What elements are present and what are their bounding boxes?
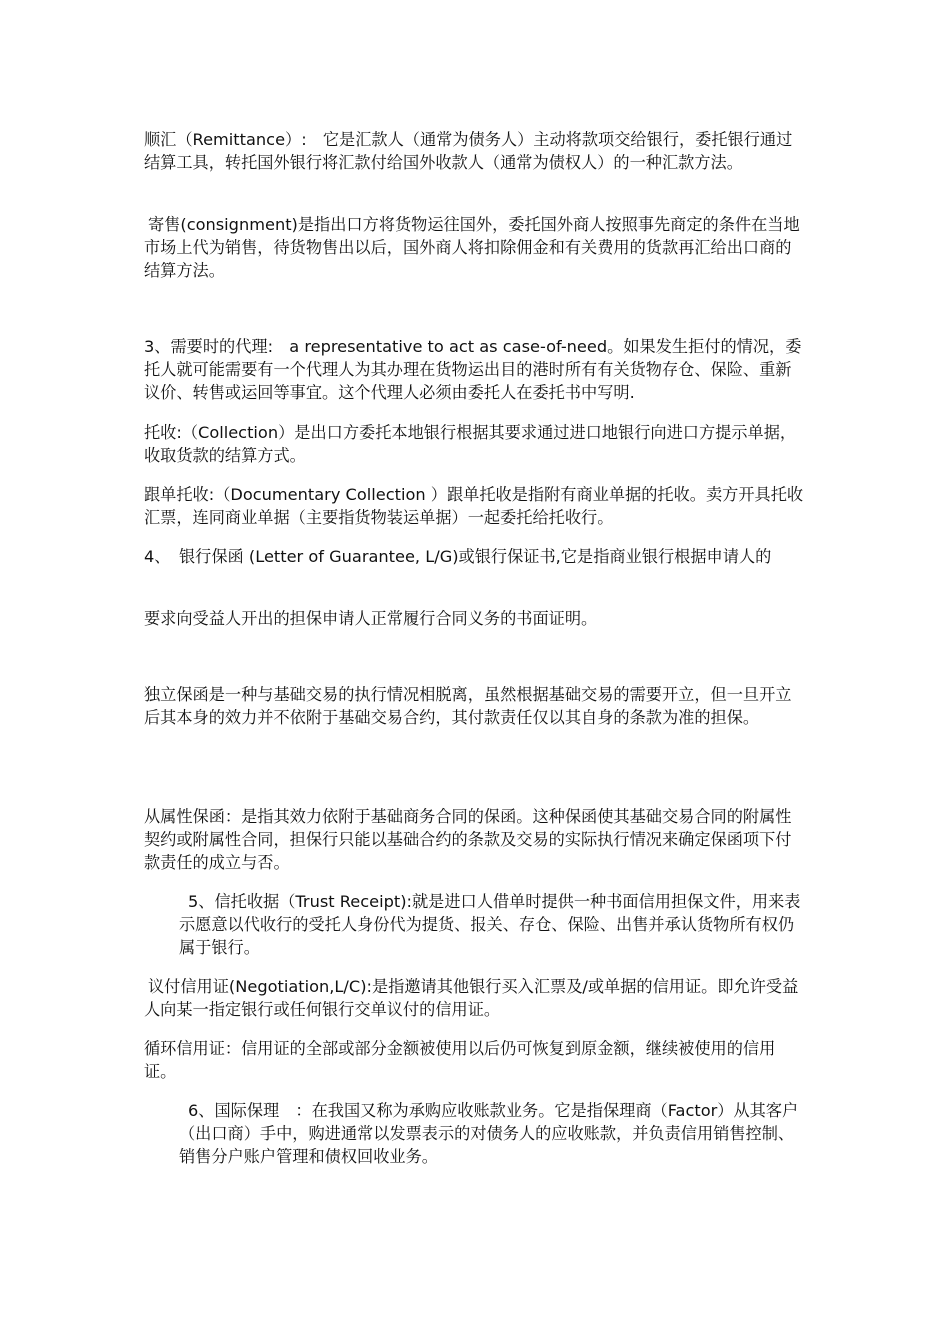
paragraph-guarantee-continuation: 要求向受益人开出的担保申请人正常履行合同义务的书面证明。 <box>144 609 598 628</box>
paragraph-guarantee <box>144 545 806 568</box>
paragraph-case-of-need: 3、需要时的代理: a representative to act as case-of-need。如果发生拒付的情况，委托人就可能需要有一个代理人为其办理在货物运出目的港时所有有关货物存仓、保险、重新议价、转售或运回等事宜。这个代理人必须由委托人在委托书中写明. <box>144 337 802 402</box>
list-number: 4、 <box>144 547 171 566</box>
paragraph-trust-receipt: 5、信托收据（Trust Receipt):就是进口人借单时提供一种书面信用担保文件，用来表示愿意以代收行的受托人身份代为提货、报关、存仓、保险、出售并承认货物所有权仍属于银行。 <box>179 892 801 957</box>
paragraph-documentary-collection: 跟单托收:（Documentary Collection ）跟单托收是指附有商业单据的托收。卖方开具托收汇票，连同商业单据（主要指货物装运单据）一起委托给托收行。 <box>144 485 804 527</box>
paragraph-consignment: 寄售(consignment)是指出口方将货物运往国外，委托国外商人按照事先商定的条件在当地市场上代为销售，待货物售出以后，国外商人将扣除佣金和有关费用的货款再汇给出口商的结算方法。 <box>144 215 800 280</box>
paragraph-accessory-guarantee: 从属性保函：是指其效力依附于基础商务合同的保函。这种保函使其基础交易合同的附属性契约或附属性合同，担保行只能以基础合约的条款及交易的实际执行情况来确定保函项下付款责任的成立与否。 <box>144 807 792 872</box>
paragraph-collection: 托收:（Collection）是出口方委托本地银行根据其要求通过进口地银行向进口方提示单据，收取货款的结算方式。 <box>144 423 797 465</box>
paragraph-independent-guarantee: 独立保函是一种与基础交易的执行情况相脱离，虽然根据基础交易的需要开立，但一旦开立后其本身的效力并不依附于基础交易合约，其付款责任仅以其自身的条款为准的担保。 <box>144 685 792 727</box>
paragraph-remittance: 顺汇（Remittance）: 它是汇款人（通常为债务人）主动将款项交给银行，委托银行通过结算工具，转托国外银行将汇款付给国外收款人（通常为债权人）的一种汇款方法。 <box>144 130 793 172</box>
paragraph-guarantee-text: 银行保函 (Letter of Guarantee, L/G)或银行保证书,它是指商业银行根据申请人的 <box>179 547 772 566</box>
paragraph-revolving-lc: 循环信用证：信用证的全部或部分金额被使用以后仍可恢复到原金额，继续被使用的信用证。 <box>144 1039 776 1081</box>
paragraph-international-factoring: 6、国际保理 ：在我国又称为承购应收账款业务。它是指保理商（Factor）从其客户（出口商）手中，购进通常以发票表示的对债务人的应收账款，并负责信用销售控制、销售分户账户管理和债权回收业务。 <box>179 1101 799 1166</box>
paragraph-negotiation-lc: 议付信用证(Negotiation,L/C):是指邀请其他银行买入汇票及/或单据的信用证。即允许受益人向某一指定银行或任何银行交单议付的信用证。 <box>144 977 799 1019</box>
